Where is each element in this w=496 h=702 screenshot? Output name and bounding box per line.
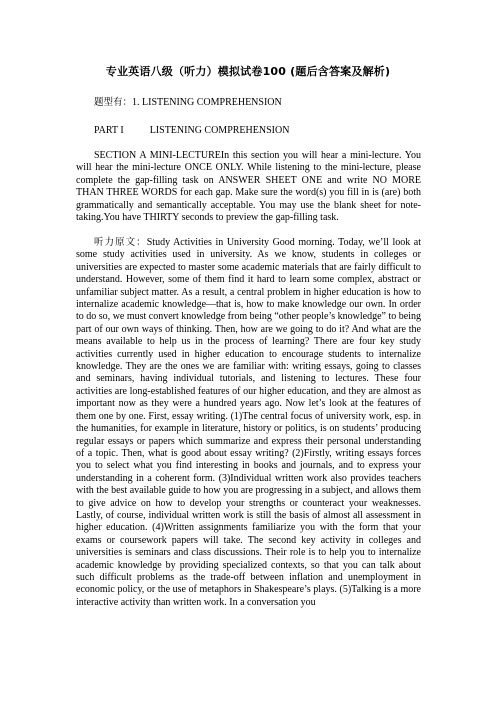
section-a-text: SECTION A MINI-LECTUREIn this section you will hear a mini-lecture. You will hear the mini-lecture ONCE ONLY. While listening to the mini-lecture, please complete the gap-filling task on ANSWER SHEET ONE and write NO MORE THAN THREE WORDS for each gap. Make sure the word(s) you fill in is (are) both grammatically and semantically acceptable. You may use the blank sheet for note-taking.You have THIRTY seconds to preview the gap-filling task. — [76, 150, 421, 224]
transcript-text: Study Activities in University Good morning. Today, we’ll look at some study activities used in university. As we know, students in colleges or universities are expected to master some academic materials that are fairly difficult to understand. However, some of them find it hard to learn some complex, abstract or unfamiliar subject matter. As a result, a central problem in higher education is how to internalize academic knowledge—that is, how to make knowledge our own. In order to do so, we must convert knowledge from being “other people’s knowledge” to being part of our own ways of thinking. Then, how are we going to do it? And what are the means available to help us in the process of learning? There are four key study activities currently used in higher education to encourage students to internalize knowledge. They are the ones we are familiar with: writing essays, going to classes and seminars, having individual tutorials, and listening to lectures. These four activities are long-established features of our higher education, and they are almost as important now as they were a hundred years ago. Now let’s look at the features of them one by one. First, essay writing. (1)The central focus of university work, esp. in the humanities, for example in literature, history or politics, is on students’ producing regular essays or papers which summarize and express their personal understanding of a topic. Then, what is good about essay writing? (2)Firstly, writing essays forces you to select what you find interesting in books and journals, and to express your understanding in a coherent form. (3)Individual written work also provides teachers with the best available guide to how you are progressing in a subject, and allows them to give advice on how to develop your strengths or counteract your weaknesses. Lastly, of course, individual written work is still the basis of almost all assessment in higher education. (4)Written assignments familiarize you with the form that your exams or coursework papers will take. The second key activity in colleges and universities is seminars and class discussions. Their role is to help you to internalize academic knowledge by providing specialized contexts, so that you can talk about such difficult problems as the trade-off between inflation and unemployment in economic policy, or the use of metaphors in Shakespeare’s plays. (5)Talking is a more interactive activity than written work. In a conversation you — [76, 237, 421, 608]
part-title: LISTENING COMPREHENSION — [149, 125, 290, 136]
question-type-label: 题型有： — [94, 97, 133, 108]
question-type-line — [94, 96, 282, 110]
transcript-label: 听力原文： — [94, 237, 147, 248]
question-type-value: 1. LISTENING COMPREHENSION — [132, 97, 282, 108]
transcript-paragraph — [76, 237, 421, 609]
part-number: PART I — [94, 125, 124, 136]
section-a-instructions — [76, 150, 421, 224]
document-title: 专业英语八级（听力）模拟试卷100 (题后含答案及解析) — [105, 65, 391, 78]
part-heading — [94, 124, 289, 138]
